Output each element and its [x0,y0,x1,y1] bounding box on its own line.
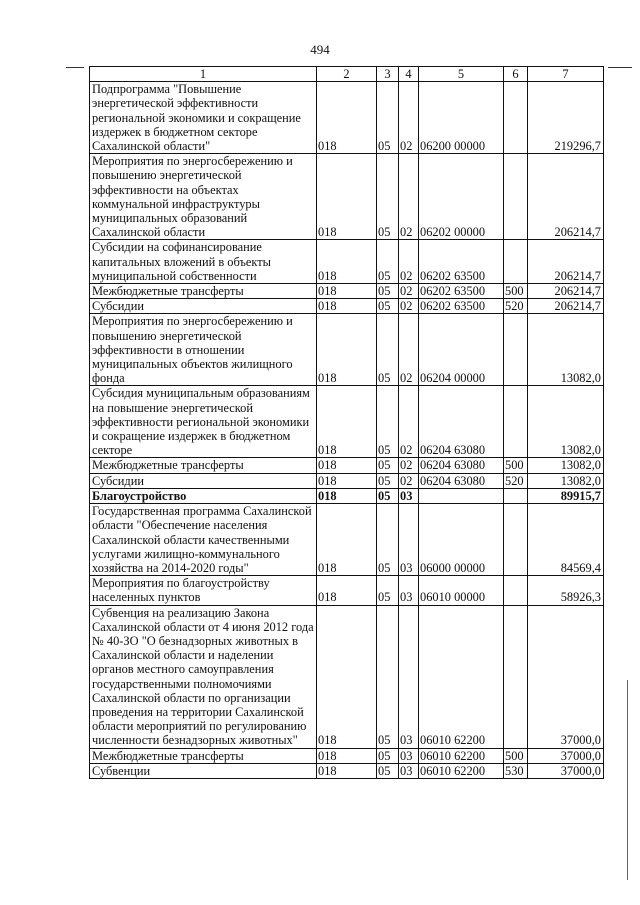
cell-pr: 02 [399,284,419,299]
cell-csr: 06010 62200 [419,748,504,763]
cell-name: Мероприятия по энергосбережению и повышению энергетической эффективности в отношении муниципальных объектов жилищного фонда [90,314,317,386]
cell-csr: 06204 63080 [419,458,504,473]
cell-pr: 03 [399,488,419,503]
cell-pr: 02 [399,154,419,240]
cell-rz: 05 [377,605,399,748]
scan-mark-edge [627,680,628,880]
cell-amount: 206214,7 [528,299,604,314]
cell-ved: 018 [317,748,377,763]
cell-rz: 05 [377,473,399,488]
header-cell: 7 [528,67,604,82]
table-row [90,240,604,284]
cell-pr: 02 [399,386,419,458]
table-body [90,82,604,779]
cell-amount: 13082,0 [528,386,604,458]
cell-name: Мероприятия по энергосбережению и повышению энергетической эффективности на объектах коммунальной инфраструктуры муниципальных образований Сахалинской области [90,154,317,240]
table-row [90,299,604,314]
cell-rz: 05 [377,748,399,763]
header-cell: 3 [377,67,399,82]
cell-amount: 13082,0 [528,458,604,473]
cell-csr: 06202 63500 [419,240,504,284]
cell-ved: 018 [317,299,377,314]
table-row [90,605,604,748]
table-row [90,154,604,240]
cell-vr: 500 [504,748,528,763]
cell-ved: 018 [317,763,377,778]
table-row [90,314,604,386]
cell-vr [504,314,528,386]
cell-rz: 05 [377,299,399,314]
table-row [90,386,604,458]
cell-rz: 05 [377,386,399,458]
cell-vr: 520 [504,473,528,488]
cell-amount: 84569,4 [528,504,604,576]
cell-ved: 018 [317,458,377,473]
cell-vr [504,386,528,458]
header-cell: 6 [504,67,528,82]
cell-amount: 58926,3 [528,576,604,605]
cell-pr: 02 [399,473,419,488]
header-cell: 4 [399,67,419,82]
cell-amount: 89915,7 [528,488,604,503]
cell-ved: 018 [317,154,377,240]
cell-amount: 37000,0 [528,748,604,763]
cell-pr: 02 [399,314,419,386]
cell-name: Субсидии [90,299,317,314]
cell-vr [504,576,528,605]
cell-name: Благоустройство [90,488,317,503]
cell-vr: 500 [504,284,528,299]
cell-ved: 018 [317,240,377,284]
table-row [90,488,604,503]
cell-pr: 02 [399,299,419,314]
page-number: 494 [310,42,330,57]
cell-rz: 05 [377,82,399,154]
cell-csr: 06200 00000 [419,82,504,154]
cell-name: Субсидии [90,473,317,488]
table-row [90,458,604,473]
cell-rz: 05 [377,576,399,605]
cell-vr [504,82,528,154]
cell-rz: 05 [377,504,399,576]
cell-name: Субсидия муниципальным образованиям на повышение энергетической эффективности региональной экономики и сокращение издержек в бюджетном секторе [90,386,317,458]
header-cell: 1 [90,67,317,82]
table-row [90,473,604,488]
cell-pr: 02 [399,82,419,154]
table-row [90,763,604,778]
table-row [90,504,604,576]
cell-vr [504,154,528,240]
cell-pr: 03 [399,576,419,605]
header-cell: 2 [317,67,377,82]
cell-name: Межбюджетные трансферты [90,284,317,299]
cell-vr: 520 [504,299,528,314]
cell-name: Субвенции [90,763,317,778]
cell-name: Субсидии на софинансирование капитальных вложений в объекты муниципальной собственности [90,240,317,284]
cell-amount: 37000,0 [528,763,604,778]
cell-rz: 05 [377,488,399,503]
scan-mark-right [608,67,632,68]
cell-vr [504,240,528,284]
cell-amount: 13082,0 [528,314,604,386]
table-row [90,748,604,763]
cell-csr: 06010 62200 [419,605,504,748]
cell-pr: 03 [399,605,419,748]
cell-name: Субвенция на реализацию Закона Сахалинской области от 4 июня 2012 года № 40-ЗО "О безнадзорных животных в Сахалинской области и наделении органов местного самоуправления государственными полномочиями Сахалинской области по организации проведения на территории Сахалинской области мероприятий по регулированию численности безнадзорных животных" [90,605,317,748]
cell-csr: 06000 00000 [419,504,504,576]
header-cell: 5 [419,67,504,82]
cell-ved: 018 [317,473,377,488]
cell-vr [504,488,528,503]
cell-ved: 018 [317,488,377,503]
cell-amount: 219296,7 [528,82,604,154]
cell-vr: 500 [504,458,528,473]
cell-ved: 018 [317,284,377,299]
cell-ved: 018 [317,314,377,386]
cell-amount: 206214,7 [528,284,604,299]
cell-pr: 02 [399,458,419,473]
cell-rz: 05 [377,763,399,778]
cell-ved: 018 [317,504,377,576]
cell-amount: 13082,0 [528,473,604,488]
cell-name: Государственная программа Сахалинской области "Обеспечение населения Сахалинской области качественными услугами жилищно-коммунального хозяйства на 2014-2020 годы" [90,504,317,576]
table-row [90,82,604,154]
cell-ved: 018 [317,605,377,748]
cell-vr: 530 [504,763,528,778]
cell-name: Межбюджетные трансферты [90,748,317,763]
header-row [90,67,604,82]
cell-vr [504,504,528,576]
cell-name: Межбюджетные трансферты [90,458,317,473]
cell-pr: 03 [399,748,419,763]
table-row [90,284,604,299]
cell-amount: 37000,0 [528,605,604,748]
cell-csr: 06010 62200 [419,763,504,778]
cell-rz: 05 [377,154,399,240]
cell-rz: 05 [377,458,399,473]
cell-pr: 03 [399,504,419,576]
cell-vr [504,605,528,748]
cell-pr: 02 [399,240,419,284]
cell-rz: 05 [377,240,399,284]
cell-csr [419,488,504,503]
scan-mark-left [66,67,84,68]
cell-amount: 206214,7 [528,154,604,240]
cell-name: Подпрограмма "Повышение энергетической эффективности региональной экономики и сокращение издержек в бюджетном секторе Сахалинской области" [90,82,317,154]
cell-rz: 05 [377,284,399,299]
cell-ved: 018 [317,576,377,605]
cell-pr: 03 [399,763,419,778]
cell-ved: 018 [317,82,377,154]
cell-rz: 05 [377,314,399,386]
cell-csr: 06204 63080 [419,386,504,458]
cell-csr: 06202 63500 [419,299,504,314]
cell-ved: 018 [317,386,377,458]
cell-amount: 206214,7 [528,240,604,284]
cell-csr: 06204 00000 [419,314,504,386]
cell-csr: 06202 00000 [419,154,504,240]
cell-name: Мероприятия по благоустройству населенных пунктов [90,576,317,605]
cell-csr: 06010 00000 [419,576,504,605]
cell-csr: 06202 63500 [419,284,504,299]
cell-csr: 06204 63080 [419,473,504,488]
table-row [90,576,604,605]
budget-table [89,66,604,779]
